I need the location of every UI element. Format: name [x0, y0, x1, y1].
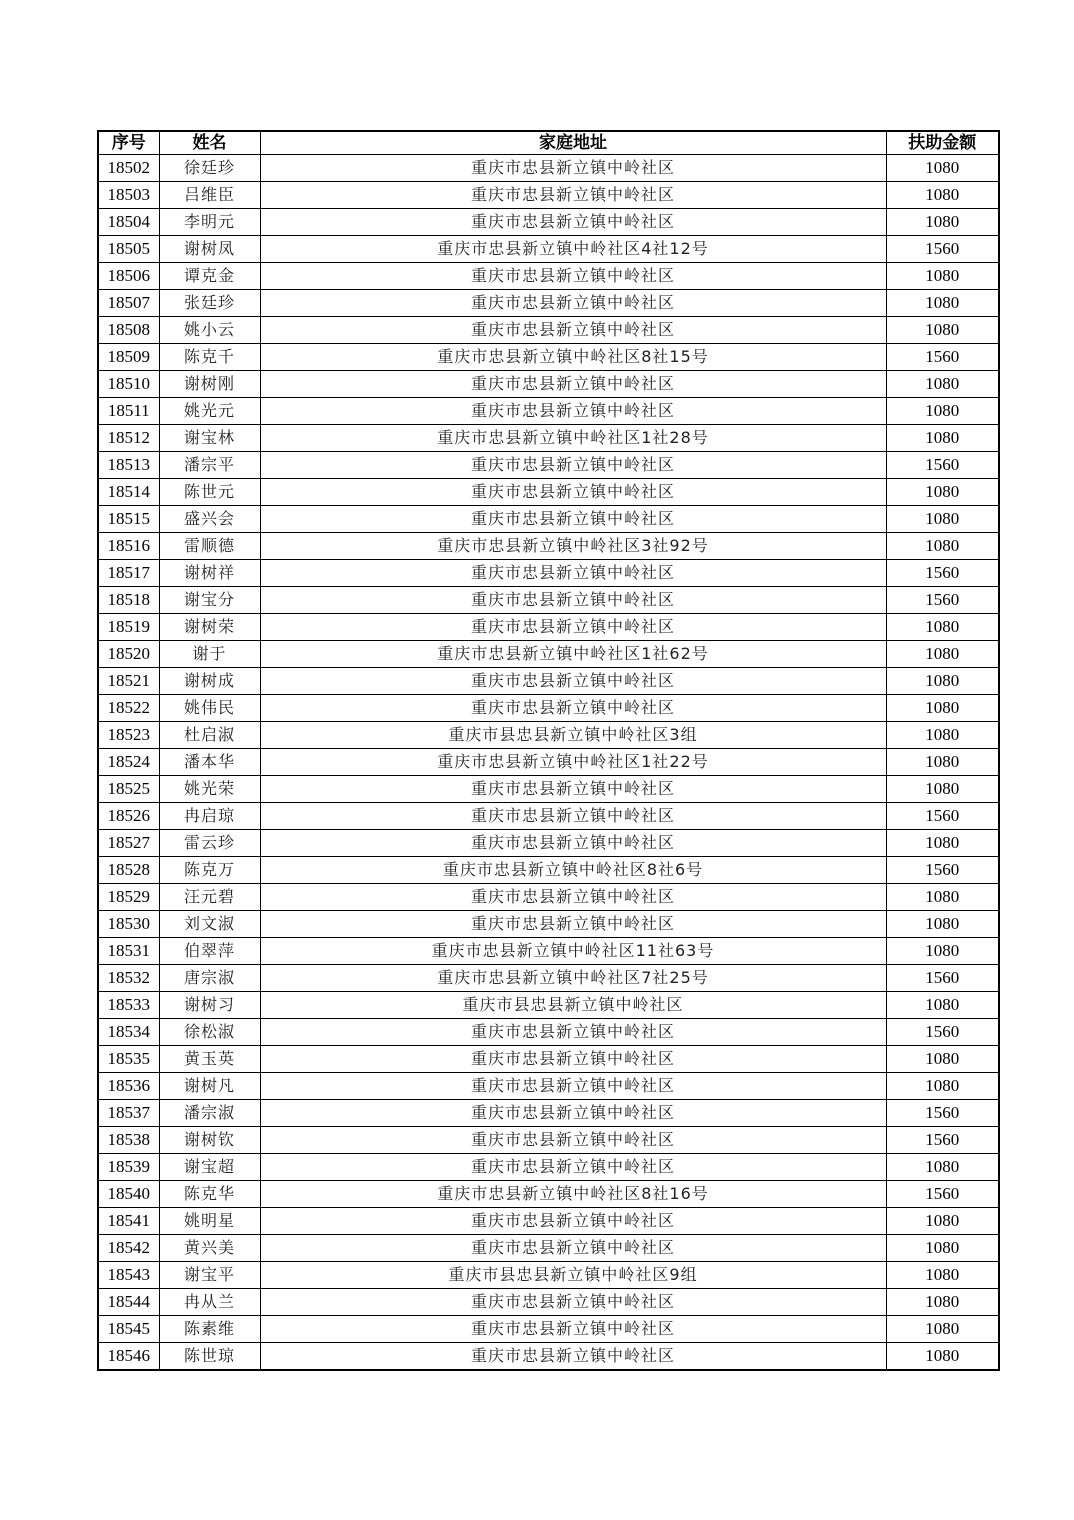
- cell-amount: 1080: [886, 992, 999, 1019]
- table-row: [98, 749, 999, 776]
- cell-addr: 重庆市忠县新立镇中岭社区: [260, 803, 886, 830]
- cell-addr: 重庆市忠县新立镇中岭社区: [260, 209, 886, 236]
- cell-amount: 1560: [886, 857, 999, 884]
- header-row: [98, 131, 999, 155]
- cell-amount: 1560: [886, 803, 999, 830]
- cell-serial: 18546: [98, 1343, 159, 1371]
- cell-name: 吕维臣: [159, 182, 260, 209]
- cell-name: 陈克万: [159, 857, 260, 884]
- cell-addr: 重庆市忠县新立镇中岭社区: [260, 830, 886, 857]
- table-row: [98, 1181, 999, 1208]
- cell-serial: 18504: [98, 209, 159, 236]
- cell-serial: 18516: [98, 533, 159, 560]
- table-row: [98, 263, 999, 290]
- cell-amount: 1080: [886, 317, 999, 344]
- table-row: [98, 884, 999, 911]
- cell-name: 谢树凤: [159, 236, 260, 263]
- cell-addr: 重庆市忠县新立镇中岭社区: [260, 1235, 886, 1262]
- cell-name: 姚小云: [159, 317, 260, 344]
- cell-name: 冉启琼: [159, 803, 260, 830]
- table-row: [98, 1100, 999, 1127]
- cell-name: 冉从兰: [159, 1289, 260, 1316]
- cell-name: 谢树成: [159, 668, 260, 695]
- cell-serial: 18519: [98, 614, 159, 641]
- cell-serial: 18538: [98, 1127, 159, 1154]
- cell-addr: 重庆市忠县新立镇中岭社区: [260, 614, 886, 641]
- cell-addr: 重庆市忠县新立镇中岭社区: [260, 560, 886, 587]
- cell-name: 徐廷珍: [159, 155, 260, 182]
- table-row: [98, 1127, 999, 1154]
- header-address: 家庭地址: [260, 131, 886, 155]
- table-row: [98, 1343, 999, 1371]
- cell-serial: 18540: [98, 1181, 159, 1208]
- cell-name: 谢树钦: [159, 1127, 260, 1154]
- cell-addr: 重庆市忠县新立镇中岭社区: [260, 911, 886, 938]
- cell-name: 汪元碧: [159, 884, 260, 911]
- table-row: [98, 506, 999, 533]
- cell-serial: 18534: [98, 1019, 159, 1046]
- cell-name: 潘宗淑: [159, 1100, 260, 1127]
- cell-amount: 1080: [886, 398, 999, 425]
- cell-name: 谢于: [159, 641, 260, 668]
- table-row: [98, 1235, 999, 1262]
- header-name: 姓名: [159, 131, 260, 155]
- cell-name: 谢宝林: [159, 425, 260, 452]
- cell-name: 谢宝超: [159, 1154, 260, 1181]
- cell-amount: 1560: [886, 1181, 999, 1208]
- cell-amount: 1560: [886, 1019, 999, 1046]
- cell-addr: 重庆市县忠县新立镇中岭社区9组: [260, 1262, 886, 1289]
- cell-addr: 重庆市忠县新立镇中岭社区: [260, 1100, 886, 1127]
- table-row: [98, 452, 999, 479]
- cell-addr: 重庆市忠县新立镇中岭社区: [260, 1316, 886, 1343]
- cell-name: 徐松淑: [159, 1019, 260, 1046]
- cell-serial: 18545: [98, 1316, 159, 1343]
- cell-amount: 1080: [886, 263, 999, 290]
- table-row: [98, 911, 999, 938]
- table-row: [98, 1019, 999, 1046]
- table-row: [98, 1208, 999, 1235]
- assistance-table: [97, 130, 1000, 1371]
- table-row: [98, 992, 999, 1019]
- cell-addr: 重庆市忠县新立镇中岭社区8社16号: [260, 1181, 886, 1208]
- cell-addr: 重庆市忠县新立镇中岭社区: [260, 695, 886, 722]
- cell-amount: 1560: [886, 344, 999, 371]
- table-row: [98, 722, 999, 749]
- cell-addr: 重庆市忠县新立镇中岭社区: [260, 506, 886, 533]
- cell-amount: 1080: [886, 506, 999, 533]
- cell-amount: 1560: [886, 587, 999, 614]
- cell-name: 张廷珍: [159, 290, 260, 317]
- table-row: [98, 803, 999, 830]
- cell-addr: 重庆市忠县新立镇中岭社区: [260, 398, 886, 425]
- cell-amount: 1080: [886, 1208, 999, 1235]
- cell-amount: 1080: [886, 1073, 999, 1100]
- cell-serial: 18503: [98, 182, 159, 209]
- cell-amount: 1080: [886, 830, 999, 857]
- cell-serial: 18531: [98, 938, 159, 965]
- cell-name: 陈克千: [159, 344, 260, 371]
- cell-name: 雷顺德: [159, 533, 260, 560]
- cell-amount: 1560: [886, 1127, 999, 1154]
- cell-name: 潘宗平: [159, 452, 260, 479]
- cell-addr: 重庆市忠县新立镇中岭社区: [260, 479, 886, 506]
- cell-addr: 重庆市忠县新立镇中岭社区: [260, 776, 886, 803]
- cell-amount: 1080: [886, 290, 999, 317]
- cell-amount: 1080: [886, 1235, 999, 1262]
- cell-serial: 18505: [98, 236, 159, 263]
- cell-serial: 18535: [98, 1046, 159, 1073]
- cell-serial: 18532: [98, 965, 159, 992]
- table-row: [98, 209, 999, 236]
- cell-amount: 1080: [886, 776, 999, 803]
- cell-amount: 1080: [886, 749, 999, 776]
- cell-serial: 18515: [98, 506, 159, 533]
- table-row: [98, 830, 999, 857]
- cell-serial: 18533: [98, 992, 159, 1019]
- cell-serial: 18526: [98, 803, 159, 830]
- cell-amount: 1080: [886, 371, 999, 398]
- cell-serial: 18520: [98, 641, 159, 668]
- cell-addr: 重庆市忠县新立镇中岭社区11社63号: [260, 938, 886, 965]
- cell-addr: 重庆市忠县新立镇中岭社区: [260, 263, 886, 290]
- cell-amount: 1560: [886, 452, 999, 479]
- cell-name: 黄兴美: [159, 1235, 260, 1262]
- table-row: [98, 236, 999, 263]
- cell-name: 陈世琼: [159, 1343, 260, 1371]
- cell-name: 谢树习: [159, 992, 260, 1019]
- cell-name: 姚光荣: [159, 776, 260, 803]
- cell-addr: 重庆市忠县新立镇中岭社区3社92号: [260, 533, 886, 560]
- cell-amount: 1080: [886, 1343, 999, 1371]
- cell-serial: 18524: [98, 749, 159, 776]
- cell-addr: 重庆市忠县新立镇中岭社区: [260, 668, 886, 695]
- cell-name: 陈克华: [159, 1181, 260, 1208]
- table-row: [98, 776, 999, 803]
- cell-addr: 重庆市忠县新立镇中岭社区: [260, 371, 886, 398]
- table-row: [98, 425, 999, 452]
- cell-amount: 1080: [886, 614, 999, 641]
- cell-name: 潘本华: [159, 749, 260, 776]
- cell-amount: 1080: [886, 884, 999, 911]
- cell-serial: 18527: [98, 830, 159, 857]
- cell-serial: 18502: [98, 155, 159, 182]
- cell-serial: 18507: [98, 290, 159, 317]
- header-serial: 序号: [98, 131, 159, 155]
- cell-addr: 重庆市忠县新立镇中岭社区8社15号: [260, 344, 886, 371]
- cell-serial: 18528: [98, 857, 159, 884]
- cell-name: 陈素维: [159, 1316, 260, 1343]
- cell-addr: 重庆市忠县新立镇中岭社区: [260, 1208, 886, 1235]
- cell-amount: 1080: [886, 1316, 999, 1343]
- cell-serial: 18530: [98, 911, 159, 938]
- table-row: [98, 1046, 999, 1073]
- cell-serial: 18539: [98, 1154, 159, 1181]
- cell-addr: 重庆市县忠县新立镇中岭社区3组: [260, 722, 886, 749]
- table-row: [98, 614, 999, 641]
- cell-amount: 1080: [886, 1154, 999, 1181]
- cell-name: 谢树荣: [159, 614, 260, 641]
- cell-addr: 重庆市忠县新立镇中岭社区: [260, 1019, 886, 1046]
- cell-name: 谢宝平: [159, 1262, 260, 1289]
- cell-name: 谢树祥: [159, 560, 260, 587]
- cell-name: 姚光元: [159, 398, 260, 425]
- cell-amount: 1080: [886, 155, 999, 182]
- table-row: [98, 857, 999, 884]
- cell-amount: 1560: [886, 1100, 999, 1127]
- table-row: [98, 695, 999, 722]
- cell-name: 谢树刚: [159, 371, 260, 398]
- cell-name: 雷云珍: [159, 830, 260, 857]
- cell-amount: 1080: [886, 209, 999, 236]
- table-row: [98, 182, 999, 209]
- cell-serial: 18513: [98, 452, 159, 479]
- cell-name: 姚明星: [159, 1208, 260, 1235]
- cell-amount: 1080: [886, 668, 999, 695]
- cell-addr: 重庆市忠县新立镇中岭社区1社28号: [260, 425, 886, 452]
- table-row: [98, 1262, 999, 1289]
- cell-amount: 1080: [886, 479, 999, 506]
- table-row: [98, 290, 999, 317]
- table-row: [98, 938, 999, 965]
- table-row: [98, 398, 999, 425]
- cell-addr: 重庆市忠县新立镇中岭社区: [260, 587, 886, 614]
- cell-name: 谢树凡: [159, 1073, 260, 1100]
- cell-addr: 重庆市县忠县新立镇中岭社区: [260, 992, 886, 1019]
- cell-serial: 18522: [98, 695, 159, 722]
- cell-serial: 18521: [98, 668, 159, 695]
- table-row: [98, 668, 999, 695]
- table-row: [98, 587, 999, 614]
- cell-addr: 重庆市忠县新立镇中岭社区7社25号: [260, 965, 886, 992]
- cell-addr: 重庆市忠县新立镇中岭社区4社12号: [260, 236, 886, 263]
- cell-serial: 18537: [98, 1100, 159, 1127]
- cell-amount: 1560: [886, 560, 999, 587]
- cell-name: 李明元: [159, 209, 260, 236]
- cell-amount: 1080: [886, 533, 999, 560]
- cell-addr: 重庆市忠县新立镇中岭社区: [260, 884, 886, 911]
- table-row: [98, 1316, 999, 1343]
- table-row: [98, 371, 999, 398]
- table-row: [98, 479, 999, 506]
- table-row: [98, 1073, 999, 1100]
- cell-serial: 18506: [98, 263, 159, 290]
- cell-name: 唐宗淑: [159, 965, 260, 992]
- cell-serial: 18518: [98, 587, 159, 614]
- cell-serial: 18529: [98, 884, 159, 911]
- cell-addr: 重庆市忠县新立镇中岭社区: [260, 182, 886, 209]
- table-row: [98, 344, 999, 371]
- cell-name: 盛兴会: [159, 506, 260, 533]
- cell-addr: 重庆市忠县新立镇中岭社区: [260, 1154, 886, 1181]
- cell-addr: 重庆市忠县新立镇中岭社区: [260, 1073, 886, 1100]
- cell-amount: 1080: [886, 695, 999, 722]
- table-row: [98, 1289, 999, 1316]
- cell-amount: 1080: [886, 425, 999, 452]
- cell-name: 陈世元: [159, 479, 260, 506]
- cell-addr: 重庆市忠县新立镇中岭社区: [260, 1289, 886, 1316]
- cell-addr: 重庆市忠县新立镇中岭社区: [260, 1343, 886, 1371]
- cell-amount: 1080: [886, 911, 999, 938]
- cell-addr: 重庆市忠县新立镇中岭社区: [260, 452, 886, 479]
- cell-addr: 重庆市忠县新立镇中岭社区: [260, 155, 886, 182]
- cell-serial: 18523: [98, 722, 159, 749]
- cell-name: 谢宝分: [159, 587, 260, 614]
- cell-serial: 18512: [98, 425, 159, 452]
- table-row: [98, 1154, 999, 1181]
- cell-serial: 18543: [98, 1262, 159, 1289]
- cell-serial: 18525: [98, 776, 159, 803]
- cell-serial: 18509: [98, 344, 159, 371]
- cell-addr: 重庆市忠县新立镇中岭社区: [260, 1046, 886, 1073]
- cell-amount: 1080: [886, 722, 999, 749]
- cell-name: 杜启淑: [159, 722, 260, 749]
- header-amount: 扶助金额: [886, 131, 999, 155]
- cell-name: 姚伟民: [159, 695, 260, 722]
- cell-amount: 1560: [886, 236, 999, 263]
- cell-serial: 18541: [98, 1208, 159, 1235]
- cell-serial: 18514: [98, 479, 159, 506]
- cell-addr: 重庆市忠县新立镇中岭社区: [260, 1127, 886, 1154]
- cell-name: 谭克金: [159, 263, 260, 290]
- cell-amount: 1080: [886, 1262, 999, 1289]
- cell-addr: 重庆市忠县新立镇中岭社区1社62号: [260, 641, 886, 668]
- table-row: [98, 641, 999, 668]
- table-row: [98, 155, 999, 182]
- cell-addr: 重庆市忠县新立镇中岭社区1社22号: [260, 749, 886, 776]
- cell-amount: 1080: [886, 641, 999, 668]
- cell-serial: 18517: [98, 560, 159, 587]
- cell-addr: 重庆市忠县新立镇中岭社区8社6号: [260, 857, 886, 884]
- cell-name: 黄玉英: [159, 1046, 260, 1073]
- table-row: [98, 533, 999, 560]
- cell-amount: 1080: [886, 1046, 999, 1073]
- cell-amount: 1560: [886, 965, 999, 992]
- table-row: [98, 317, 999, 344]
- table-row: [98, 965, 999, 992]
- cell-name: 刘文淑: [159, 911, 260, 938]
- cell-serial: 18544: [98, 1289, 159, 1316]
- cell-serial: 18536: [98, 1073, 159, 1100]
- table-body: [98, 155, 999, 1371]
- cell-serial: 18508: [98, 317, 159, 344]
- cell-serial: 18511: [98, 398, 159, 425]
- cell-serial: 18542: [98, 1235, 159, 1262]
- cell-name: 伯翠萍: [159, 938, 260, 965]
- cell-serial: 18510: [98, 371, 159, 398]
- table-row: [98, 560, 999, 587]
- cell-amount: 1080: [886, 1289, 999, 1316]
- cell-amount: 1080: [886, 182, 999, 209]
- cell-addr: 重庆市忠县新立镇中岭社区: [260, 317, 886, 344]
- cell-addr: 重庆市忠县新立镇中岭社区: [260, 290, 886, 317]
- cell-amount: 1080: [886, 938, 999, 965]
